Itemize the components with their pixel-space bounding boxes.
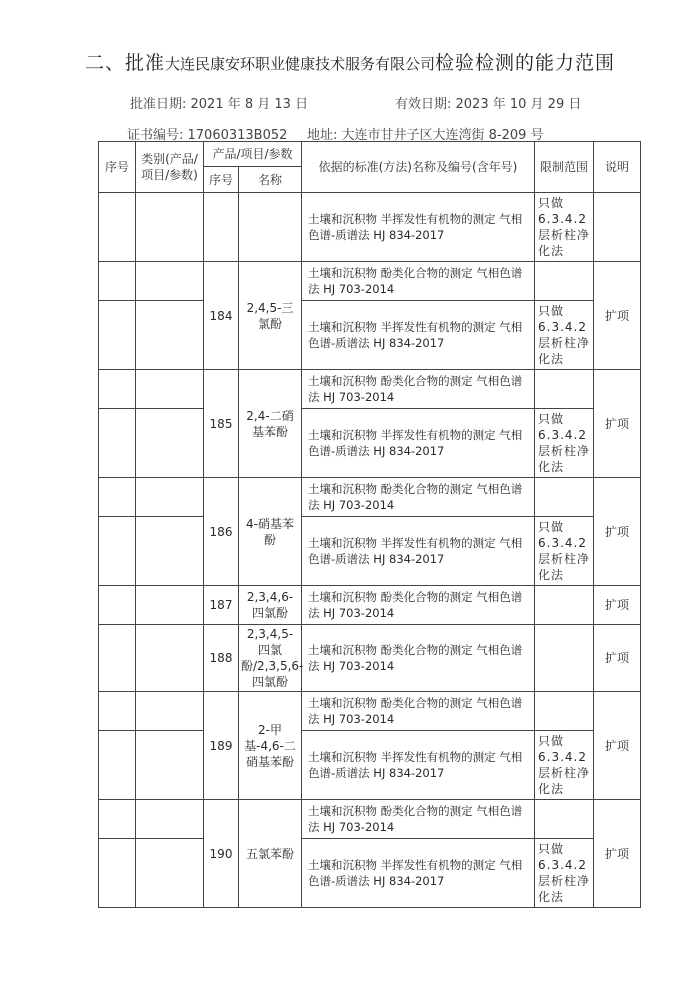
table-row — [99, 800, 641, 839]
note-cell: 扩项 — [594, 800, 641, 908]
standard-cell: 土壤和沉积物 酚类化合物的测定 气相色谱法 HJ 703-2014 — [302, 370, 535, 409]
standard-cell: 土壤和沉积物 酚类化合物的测定 气相色谱法 HJ 703-2014 — [302, 262, 535, 301]
limit-cell: 只做 6.3.4.2 层析柱净化法 — [535, 301, 594, 370]
approval-date: 批准日期: 2021 年 8 月 13 日 — [130, 97, 309, 112]
item-name: 2-甲基-4,6-二硝基苯酚 — [239, 692, 302, 800]
item-no: 189 — [204, 692, 239, 800]
note-cell: 扩项 — [594, 692, 641, 800]
header-sub-name: 名称 — [239, 167, 302, 193]
item-no: 190 — [204, 800, 239, 908]
item-no: 185 — [204, 370, 239, 478]
table-row — [99, 262, 641, 301]
title-suffix: 检验检测的能力范围 — [435, 52, 616, 74]
table-row — [99, 301, 641, 370]
item-name: 2,3,4,6-四氯酚 — [239, 586, 302, 625]
table-row — [99, 839, 641, 908]
scope-table — [98, 141, 641, 908]
note-cell: 扩项 — [594, 370, 641, 478]
standard-cell: 土壤和沉积物 半挥发性有机物的测定 气相色谱-质谱法 HJ 834-2017 — [302, 517, 535, 586]
item-no: 188 — [204, 625, 239, 692]
table-row — [99, 409, 641, 478]
title-prefix: 二、批准 — [84, 52, 165, 74]
standard-cell: 土壤和沉积物 半挥发性有机物的测定 气相色谱-质谱法 HJ 834-2017 — [302, 731, 535, 800]
standard-cell: 土壤和沉积物 酚类化合物的测定 气相色谱法 HJ 703-2014 — [302, 692, 535, 731]
standard-cell: 土壤和沉积物 酚类化合物的测定 气相色谱法 HJ 703-2014 — [302, 478, 535, 517]
note-cell: 扩项 — [594, 586, 641, 625]
table-row — [99, 586, 641, 625]
table-row — [99, 517, 641, 586]
standard-cell: 土壤和沉积物 半挥发性有机物的测定 气相色谱-质谱法 HJ 834-2017 — [302, 839, 535, 908]
limit-cell: 只做 6.3.4.2 层析柱净化法 — [535, 731, 594, 800]
standard-cell: 土壤和沉积物 半挥发性有机物的测定 气相色谱-质谱法 HJ 834-2017 — [302, 193, 535, 262]
organization-name: 大连民康安环职业健康技术服务有限公司 — [164, 55, 435, 73]
table-row — [99, 692, 641, 731]
header-limit: 限制范围 — [535, 142, 594, 193]
certificate-number: 证书编号: 17060313B052 — [127, 128, 288, 143]
header-standard: 依据的标准(方法)名称及编号(含年号) — [302, 142, 535, 193]
limit-cell: 只做 6.3.4.2 层析柱净化法 — [535, 409, 594, 478]
note-cell: 扩项 — [594, 625, 641, 692]
note-cell: 扩项 — [594, 262, 641, 370]
table-row — [99, 370, 641, 409]
page-title — [0, 48, 700, 75]
standard-cell: 土壤和沉积物 酚类化合物的测定 气相色谱法 HJ 703-2014 — [302, 800, 535, 839]
item-no: 184 — [204, 262, 239, 370]
header-note: 说明 — [594, 142, 641, 193]
limit-cell: 只做 6.3.4.2 层析柱净化法 — [535, 839, 594, 908]
valid-date: 有效日期: 2023 年 10 月 29 日 — [395, 97, 582, 112]
item-name: 2,4,5-三氯酚 — [239, 262, 302, 370]
item-name: 2,4-二硝基苯酚 — [239, 370, 302, 478]
standard-cell: 土壤和沉积物 酚类化合物的测定 气相色谱法 HJ 703-2014 — [302, 586, 535, 625]
limit-cell: 只做 6.3.4.2 层析柱净化法 — [535, 193, 594, 262]
standard-cell: 土壤和沉积物 半挥发性有机物的测定 气相色谱-质谱法 HJ 834-2017 — [302, 409, 535, 478]
note-cell: 扩项 — [594, 478, 641, 586]
address: 地址: 大连市甘井子区大连湾街 8-209 号 — [307, 128, 544, 143]
standard-cell: 土壤和沉积物 半挥发性有机物的测定 气相色谱-质谱法 HJ 834-2017 — [302, 301, 535, 370]
header-seq: 序号 — [99, 142, 136, 193]
item-name: 2,3,4,5-四氯酚/2,3,5,6-四氯酚 — [239, 625, 302, 692]
table-row — [99, 193, 641, 262]
header-category: 类别(产品/项目/参数) — [136, 142, 204, 193]
header-row — [99, 142, 641, 167]
header-sub-seq: 序号 — [204, 167, 239, 193]
header-product-group: 产品/项目/参数 — [204, 142, 302, 167]
standard-cell: 土壤和沉积物 酚类化合物的测定 气相色谱法 HJ 703-2014 — [302, 625, 535, 692]
item-no: 186 — [204, 478, 239, 586]
table-row — [99, 625, 641, 692]
item-name: 4-硝基苯酚 — [239, 478, 302, 586]
limit-cell: 只做 6.3.4.2 层析柱净化法 — [535, 517, 594, 586]
item-name: 五氯苯酚 — [239, 800, 302, 908]
table-row — [99, 478, 641, 517]
item-no: 187 — [204, 586, 239, 625]
table-row — [99, 731, 641, 800]
